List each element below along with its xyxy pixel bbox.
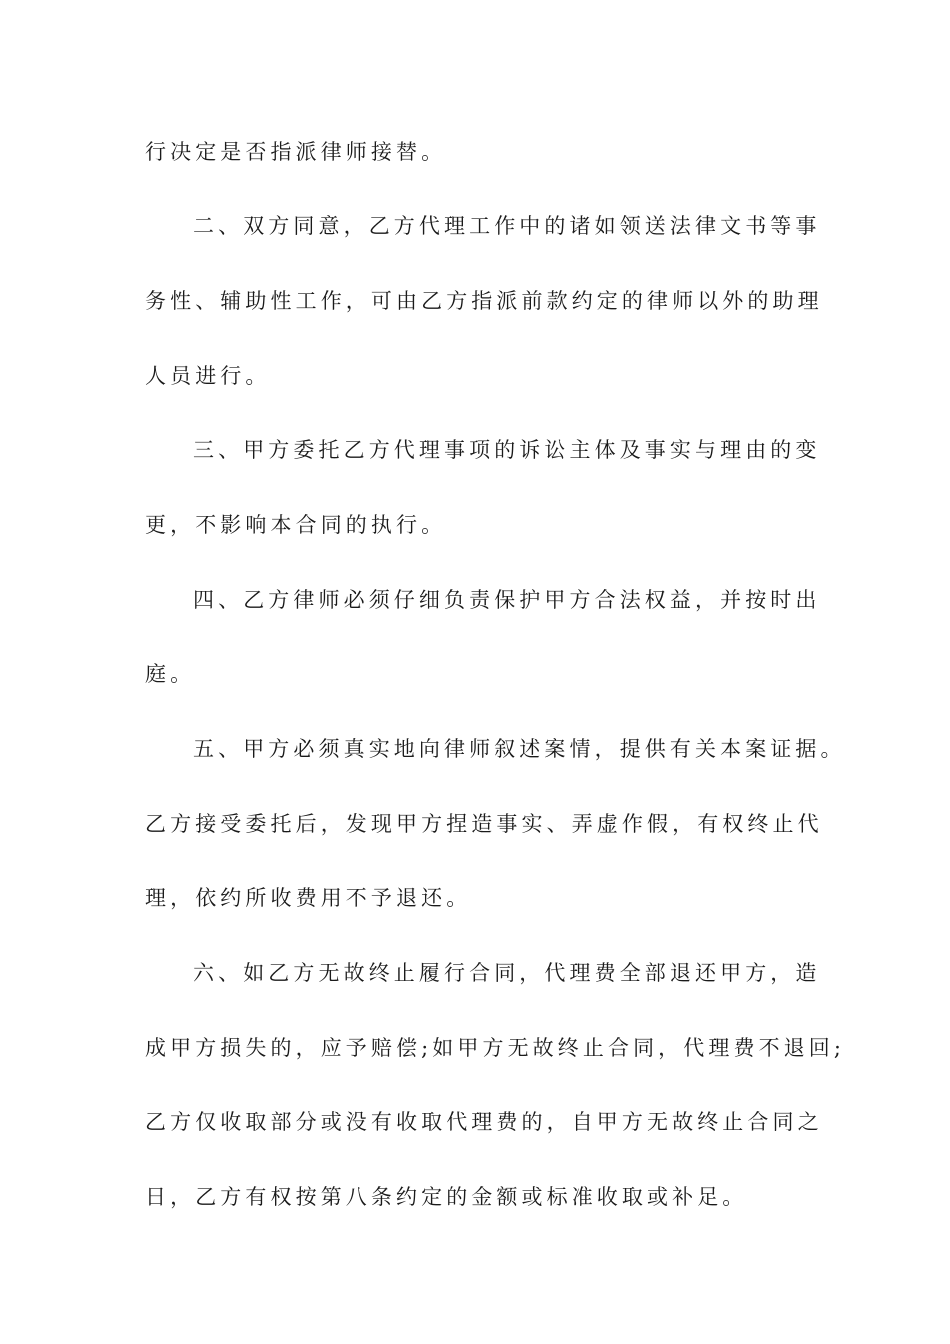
text-line: 更，不影响本合同的执行。 — [145, 513, 447, 537]
text-line: 三、甲方委托乙方代理事项的诉讼主体及事实与理由的变 — [193, 438, 821, 462]
text-line: 理，依约所收费用不予退还。 — [145, 886, 472, 910]
text-line: 乙方接受委托后，发现甲方捏造事实、弄虚作假，有权终止代 — [145, 812, 823, 836]
text-line: 务性、辅助性工作，可由乙方指派前款约定的律师以外的助理 — [145, 289, 823, 313]
text-line: 成甲方损失的，应予赔偿;如甲方无故终止合同，代理费不退回; — [145, 1036, 846, 1060]
text-line: 六、如乙方无故终止履行合同，代理费全部退还甲方，造 — [193, 961, 821, 985]
text-line: 乙方仅收取部分或没有收取代理费的，自甲方无故终止合同之 — [145, 1110, 823, 1134]
text-line: 四、乙方律师必须仔细负责保护甲方合法权益，并按时出 — [193, 588, 821, 612]
text-line: 行决定是否指派律师接替。 — [145, 140, 447, 164]
text-line: 人员进行。 — [145, 364, 271, 388]
text-line: 庭。 — [145, 662, 196, 686]
text-line: 五、甲方必须真实地向律师叙述案情，提供有关本案证据。 — [193, 737, 846, 761]
text-line: 二、双方同意，乙方代理工作中的诸如领送法律文书等事 — [193, 214, 821, 238]
text-line: 日，乙方有权按第八条约定的金额或标准收取或补足。 — [145, 1185, 748, 1209]
